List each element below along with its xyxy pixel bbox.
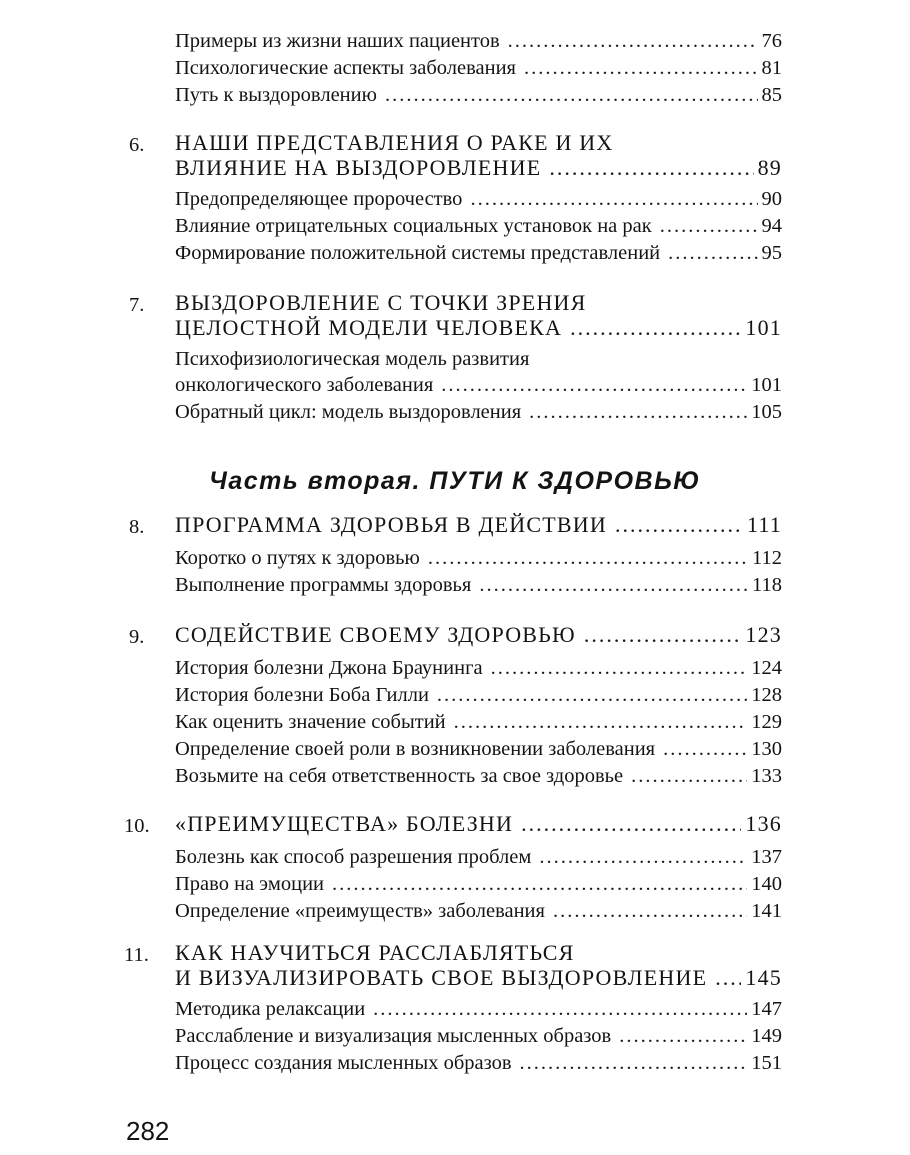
- toc-entry[interactable]: [175, 82, 782, 108]
- part-heading: Часть вторая. ПУТИ К ЗДОРОВЬЮ: [209, 467, 701, 495]
- entry-page: 140: [751, 873, 782, 895]
- entry-page: 105: [751, 401, 782, 423]
- leader-dots: [428, 545, 748, 571]
- leader-dots: [508, 28, 758, 54]
- leader-dots: [570, 315, 741, 341]
- chapter-entry[interactable]: [175, 512, 782, 538]
- page-number: 282: [126, 1116, 170, 1146]
- toc-entry[interactable]: [175, 736, 782, 762]
- chapter-entry[interactable]: [175, 155, 782, 181]
- entry-title: Определение своей роли в возникновении заболевания: [175, 738, 656, 760]
- toc-entry[interactable]: [175, 709, 782, 735]
- entry-page: 129: [751, 711, 782, 733]
- entry-page: 130: [751, 738, 782, 760]
- toc-entry[interactable]: [175, 1023, 782, 1049]
- toc-entry[interactable]: [175, 545, 782, 571]
- toc-entry[interactable]: [175, 1050, 782, 1076]
- entry-title: Право на эмоции: [175, 873, 325, 895]
- toc-entry[interactable]: [175, 399, 782, 425]
- leader-dots: [663, 736, 747, 762]
- entry-title: Предопределяющее пророчество: [175, 188, 463, 210]
- leader-dots: [470, 186, 757, 212]
- entry-title: онкологического заболевания: [175, 374, 434, 396]
- entry-title: Примеры из жизни наших пациентов: [175, 30, 500, 52]
- chapter-title-line[interactable]: НАШИ ПРЕДСТАВЛЕНИЯ О РАКЕ И ИХ: [175, 130, 614, 155]
- chapter-page: 89: [757, 155, 782, 180]
- leader-dots: [521, 811, 741, 837]
- entry-page: 118: [752, 574, 782, 596]
- chapter-number: 10.: [124, 815, 150, 837]
- chapter-number: 8.: [129, 516, 145, 538]
- entry-title: Процесс создания мысленных образов: [175, 1052, 512, 1074]
- chapter-entry[interactable]: [175, 315, 782, 341]
- chapter-title-line: ЦЕЛОСТНОЙ МОДЕЛИ ЧЕЛОВЕКА: [175, 315, 563, 340]
- chapter-page: 136: [745, 811, 782, 836]
- toc-entry[interactable]: [175, 996, 782, 1022]
- entry-title: Психологические аспекты заболевания: [175, 57, 516, 79]
- leader-dots: [668, 240, 757, 266]
- entry-page: 149: [751, 1025, 782, 1047]
- leader-dots: [715, 965, 741, 991]
- entry-page: 133: [751, 765, 782, 787]
- chapter-number: 9.: [129, 626, 145, 648]
- chapter-title: СОДЕЙСТВИЕ СВОЕМУ ЗДОРОВЬЮ: [175, 622, 576, 647]
- toc-entry[interactable]: [175, 240, 782, 266]
- entry-page: 90: [761, 188, 782, 210]
- chapter-entry[interactable]: [175, 811, 782, 837]
- toc-entry[interactable]: [175, 55, 782, 81]
- leader-dots: [454, 709, 748, 735]
- leader-dots: [553, 898, 747, 924]
- chapter-page: 101: [745, 315, 782, 340]
- entry-page: 81: [761, 57, 782, 79]
- chapter-title-line: И ВИЗУАЛИЗИРОВАТЬ СВОЕ ВЫЗДОРОВЛЕНИЕ: [175, 965, 708, 990]
- leader-dots: [660, 213, 758, 239]
- toc-entry[interactable]: [175, 213, 782, 239]
- leader-dots: [332, 871, 747, 897]
- leader-dots: [491, 655, 748, 681]
- chapter-entry[interactable]: [175, 622, 782, 648]
- toc-entry[interactable]: [175, 871, 782, 897]
- chapter-title: «ПРЕИМУЩЕСТВА» БОЛЕЗНИ: [175, 811, 514, 836]
- entry-title: Определение «преимуществ» заболевания: [175, 900, 545, 922]
- entry-title: История болезни Боба Гилли: [175, 684, 429, 706]
- leader-dots: [385, 82, 758, 108]
- entry-title: Формирование положительной системы представлений: [175, 242, 661, 264]
- entry-page: 112: [752, 547, 782, 569]
- chapter-page: 145: [745, 965, 782, 990]
- entry-title: Коротко о путях к здоровью: [175, 547, 420, 569]
- chapter-title-line[interactable]: ВЫЗДОРОВЛЕНИЕ С ТОЧКИ ЗРЕНИЯ: [175, 290, 587, 315]
- chapter-title-line: ВЛИЯНИЕ НА ВЫЗДОРОВЛЕНИЕ: [175, 155, 542, 180]
- chapter-title: ПРОГРАММА ЗДОРОВЬЯ В ДЕЙСТВИИ: [175, 512, 607, 537]
- chapter-page: 123: [745, 622, 782, 647]
- toc-entry[interactable]: [175, 372, 782, 398]
- leader-dots: [631, 763, 747, 789]
- entry-title: Выполнение программы здоровья: [175, 574, 472, 596]
- entry-title: История болезни Джона Браунинга: [175, 657, 483, 679]
- leader-dots: [479, 572, 748, 598]
- entry-title: Болезнь как способ разрешения проблем: [175, 846, 532, 868]
- entry-title: Возьмите на себя ответственность за свое здоровье: [175, 765, 624, 787]
- chapter-number: 7.: [129, 294, 145, 316]
- leader-dots: [549, 155, 753, 181]
- entry-page: 128: [751, 684, 782, 706]
- chapter-entry[interactable]: [175, 965, 782, 991]
- toc-entry[interactable]: [175, 28, 782, 54]
- leader-dots: [539, 844, 747, 870]
- entry-page: 76: [761, 30, 782, 52]
- toc-entry[interactable]: [175, 844, 782, 870]
- entry-title-line[interactable]: Психофизиологическая модель развития: [175, 348, 530, 370]
- leader-dots: [529, 399, 747, 425]
- entry-page: 101: [751, 374, 782, 396]
- entry-title: Путь к выздоровлению: [175, 84, 377, 106]
- chapter-number: 11.: [124, 944, 149, 966]
- entry-page: 141: [751, 900, 782, 922]
- entry-title: Как оценить значение событий: [175, 711, 446, 733]
- chapter-title-line[interactable]: КАК НАУЧИТЬСЯ РАССЛАБЛЯТЬСЯ: [175, 940, 575, 965]
- entry-page: 151: [751, 1052, 782, 1074]
- entry-title: Обратный цикл: модель выздоровления: [175, 401, 522, 423]
- entry-page: 94: [761, 215, 782, 237]
- leader-dots: [437, 682, 747, 708]
- toc-entry[interactable]: [175, 763, 782, 789]
- leader-dots: [373, 996, 747, 1022]
- toc-entry[interactable]: [175, 186, 782, 212]
- leader-dots: [619, 1023, 747, 1049]
- chapter-number: 6.: [129, 134, 145, 156]
- leader-dots: [441, 372, 747, 398]
- entry-title: Влияние отрицательных социальных установок на рак: [175, 215, 652, 237]
- toc-entry[interactable]: [175, 655, 782, 681]
- leader-dots: [520, 1050, 748, 1076]
- entry-page: 95: [761, 242, 782, 264]
- entry-page: 124: [751, 657, 782, 679]
- toc-entry[interactable]: [175, 572, 782, 598]
- entry-page: 147: [751, 998, 782, 1020]
- entry-title: Расслабление и визуализация мысленных образов: [175, 1025, 612, 1047]
- leader-dots: [524, 55, 758, 81]
- entry-page: 85: [761, 84, 782, 106]
- chapter-page: 111: [747, 512, 782, 537]
- leader-dots: [584, 622, 742, 648]
- entry-page: 137: [751, 846, 782, 868]
- leader-dots: [615, 512, 743, 538]
- toc-entry[interactable]: [175, 898, 782, 924]
- entry-title: Методика релаксации: [175, 998, 366, 1020]
- toc-entry[interactable]: [175, 682, 782, 708]
